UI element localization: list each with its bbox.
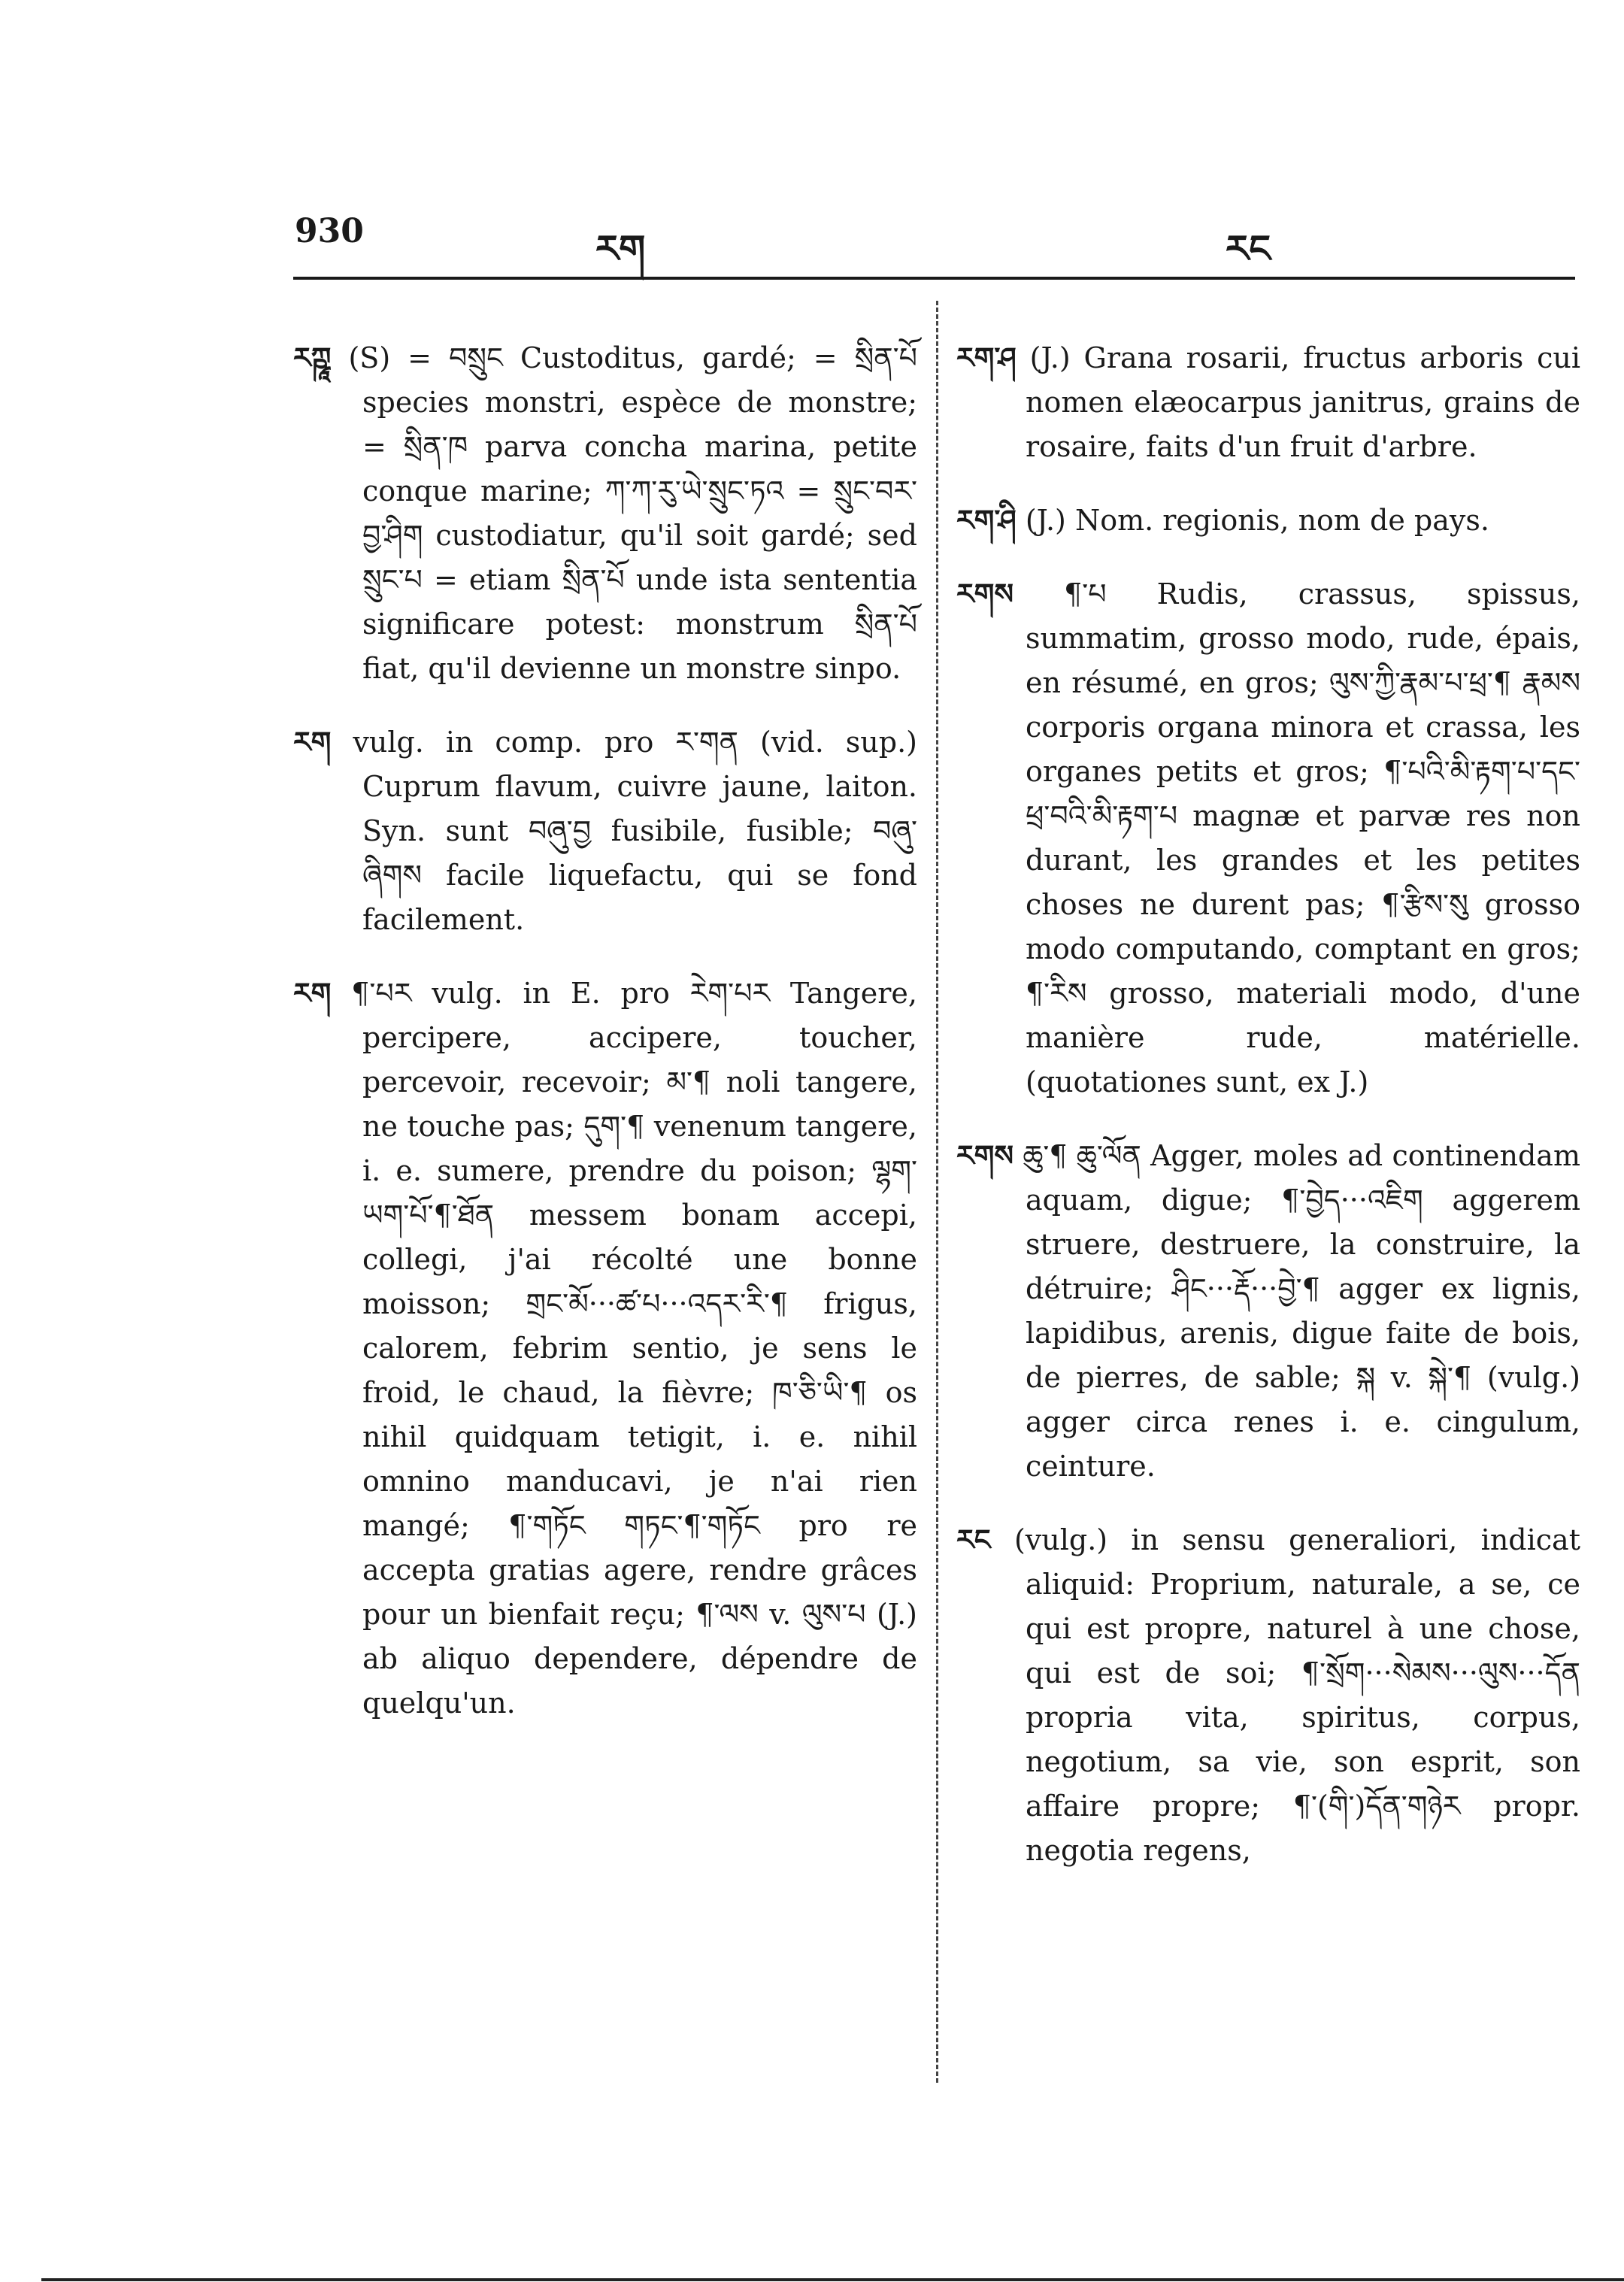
dictionary-entry — [956, 335, 1580, 469]
column-divider — [936, 301, 938, 2083]
entry-text: (J.) Grana rosarii, fructus arboris cui nomen elæocarpus janitrus, grains de rosaire, faits d'un fruit d'arbre. — [1026, 341, 1580, 463]
entry-headword: རག — [293, 725, 332, 759]
dictionary-entry — [956, 498, 1580, 543]
left-column — [293, 307, 917, 1726]
entry-text: (S) = བསྲུང Custoditus, gardé; = སྲིན་པོ species monstri, espèce de monstre; = སྲིན་ཁ parva concha marina, petite conque marine; ཀ་ཀ་རུ་ཡེ་སྲུང་ཏའ = སྲུང་བར་བྱ་ཤིག custodiatur, qu'il soit gardé; sed སྲུང་པ = etiam སྲིན་པོ unde ista sententia significare potest: monstrum སྲིན་པོ fiat, qu'il devienne un monstre sinpo. — [348, 341, 917, 685]
entry-headword: རགས — [956, 577, 1014, 611]
entry-headword: རཀྵཱ — [293, 341, 332, 374]
bottom-rule — [41, 2278, 1624, 2281]
entry-headword: རག་ཤི — [956, 503, 1017, 537]
entry-text: ཆུ་¶ ཆུ་ལོན Agger, moles ad continendam aquam, digue; ¶་བྱེད···འཇིག aggerem struere, destruere, la construire, la détruire; ཤིང···རྡོ···བྱེ་¶ agger ex lignis, lapidibus, arenis, digue faite de bois, de pierres, de sable; སྐ v. སྐེ་¶ (vulg.) agger circa renes i. e. cingulum, ceinture. — [1023, 1139, 1580, 1483]
dictionary-entry — [956, 1133, 1580, 1489]
running-head-right: རང — [1226, 226, 1271, 271]
running-head-left: རག — [595, 226, 646, 271]
entry-headword: རག — [293, 976, 332, 1010]
entry-text: vulg. in comp. pro ར་གན (vid. sup.) Cuprum flavum, cuivre jaune, laiton. Syn. sunt བཞུ་བྱ fusibile, fusible; བཞུ་ཞིགས facile liquefactu, qui se fond facilement. — [353, 726, 917, 936]
dictionary-entry — [956, 1517, 1580, 1873]
entry-headword: རགས — [956, 1138, 1014, 1172]
entry-text: ¶་པར vulg. in E. pro རེག་པར Tangere, percipere, accipere, toucher, percevoir, recevoir; མ་¶ noli tangere, ne touche pas; དུག་¶ venenum tangere, i. e. sumere, prendre du poison; ལྷག་ཡག་པོ་¶་ཐོན messem bonam accepi, collegi, j'ai récolté une bonne moisson; གྲང་མོ···ཚ་པ···འདར་རི་¶ frigus, calorem, febrim sentio, je sens le froid, le chaud, la fièvre; ཁ་ཅི་ཡི་¶ os nihil quidquam tetigit, i. e. nihil omnino manducavi, je n'ai rien mangé; ¶་གཏོང གཏང་¶་གཏོང pro re accepta gratias agere, rendre grâces pour un bienfait reçu; ¶་ལས v. ལུས་པ (J.) ab aliquo dependere, dépendre de quelqu'un. — [351, 977, 917, 1720]
entry-text: (vulg.) in sensu generaliori, indicat aliquid: Proprium, naturale, a se, ce qui est propre, naturel à une chose, qui est de soi; ¶་སྲོག···སེམས···ལུས···དོན propria vita, spiritus, corpus, negotium, sa vie, son esprit, son affaire propre; ¶་(གི་)དོན་གཉེར propr. negotia regens, — [1013, 1523, 1580, 1867]
entry-text: ¶་པ Rudis, crassus, spissus, summatim, grosso modo, rude, épais, en résumé, en gros; ལུས་ཀྱི་རྣམ་པ་ཕྲ་¶ རྣམས corporis organa minora et crassa, les organes petits et gros; ¶་པའི་མི་རྟག་པ་དང་ཕྲ་བའི་མི་རྟག་པ magnæ et parvæ res non durant, les grandes et les petites choses ne durent pas; ¶་རྩིས་སུ grosso modo computando, comptant en gros; ¶་རིས grosso, materiali modo, d'une manière rude, matérielle. (quotationes sunt, ex J.) — [1026, 577, 1580, 1099]
dictionary-entry — [956, 571, 1580, 1105]
dictionary-entry — [293, 335, 917, 691]
header-rule — [293, 277, 1575, 280]
entry-text: (J.) Nom. regionis, nom de pays. — [1025, 504, 1489, 537]
page-number: 930 — [295, 212, 364, 250]
entry-headword: རག་ཤ — [956, 341, 1017, 374]
right-column — [956, 307, 1580, 1873]
dictionary-entry — [293, 971, 917, 1726]
dictionary-entry — [293, 720, 917, 942]
entry-headword: རང — [956, 1523, 991, 1556]
